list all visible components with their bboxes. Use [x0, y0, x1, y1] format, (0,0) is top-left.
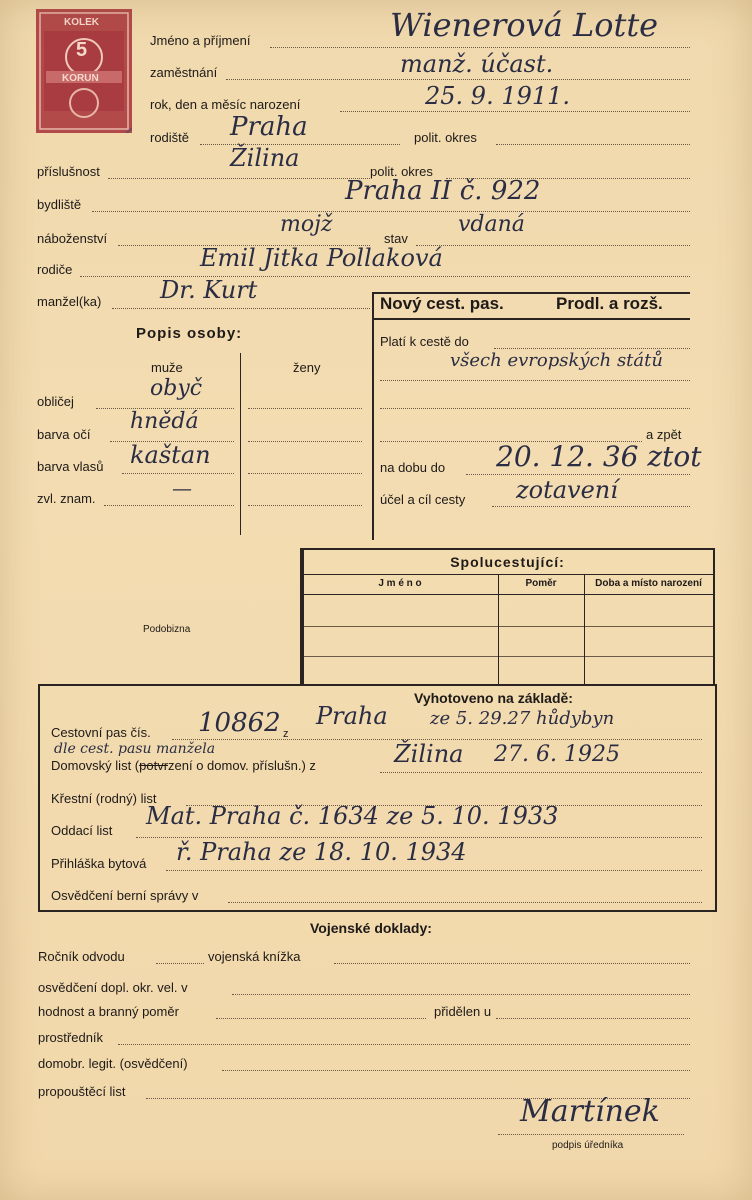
military-year-line	[156, 963, 204, 964]
military-year-label: Ročník odvodu	[38, 949, 125, 964]
residence-line	[92, 211, 690, 212]
military-middle-line	[118, 1044, 690, 1045]
birthdate-label: rok, den a měsíc narození	[150, 97, 301, 112]
basis-passport-z: z	[283, 728, 289, 740]
polit-okres-label-1: polit. okres	[414, 130, 477, 145]
basis-notch-horizontal	[300, 684, 318, 686]
extension-heading: Prodl. a rozš.	[556, 294, 663, 313]
marks-handwriting: —	[172, 476, 192, 500]
name-label: Jméno a příjmení	[150, 33, 251, 48]
basis-marriage-label: Oddací list	[51, 823, 113, 838]
purpose-handwriting: zotavení	[516, 476, 618, 504]
valid-for-handwriting: všech evropských států	[450, 350, 663, 371]
women-column-label: ženy	[293, 360, 321, 375]
stamp-top: KOLEK	[64, 17, 99, 28]
religion-label: náboženství	[37, 231, 108, 246]
marks-label: zvl. znam.	[37, 491, 96, 506]
state-handwriting: vdaná	[458, 212, 525, 237]
residence-handwriting: Praha II č. 922	[345, 176, 541, 206]
military-legit-label: domobr. legit. (osvědčení)	[38, 1056, 188, 1071]
military-middle-label: prostředník	[38, 1030, 104, 1045]
basis-registration-label: Přihláška bytová	[51, 856, 147, 871]
domov-note-handwriting: dle cest. pasu manžela	[54, 741, 216, 757]
companions-row-rule-2	[302, 656, 713, 657]
citizenship-handwriting: Žilina	[230, 144, 300, 172]
stamp-value: 5	[76, 39, 88, 61]
official-signature: Martínek	[520, 1094, 660, 1129]
spouse-handwriting: Dr. Kurt	[160, 276, 258, 304]
domov-from-handwriting: Žilina	[394, 740, 464, 768]
description-title: Popis osoby:	[136, 325, 243, 342]
basis-title: Vyhotoveno na základě:	[414, 690, 573, 706]
spouse-label: manžel(ka)	[37, 294, 102, 309]
basis-passport-label: Cestovní pas čís.	[51, 725, 151, 740]
passport-no-handwriting: 10862	[198, 708, 281, 738]
hair-handwriting: kaštan	[130, 441, 211, 469]
revenue-stamp	[36, 9, 132, 133]
parents-handwriting: Emil Jitka Pollaková	[200, 244, 443, 272]
military-cert-label: osvědčení dopl. okr. vel. v	[38, 980, 188, 995]
men-column-label: muže	[151, 360, 183, 375]
purpose-label: účel a cíl cesty	[380, 492, 466, 507]
military-book-label: vojenská knížka	[208, 949, 301, 964]
basis-domov-pre: Domovský list (	[51, 758, 140, 773]
companions-title: Spolucestující:	[450, 554, 565, 570]
basis-domov-label	[51, 758, 316, 773]
stamp-currency: KORUN	[62, 73, 99, 84]
eyes-label: barva očí	[37, 427, 91, 442]
occupation-handwriting: manž. účast.	[400, 50, 554, 78]
basis-tax-line	[228, 902, 702, 903]
occupation-line	[226, 79, 690, 80]
valid-for-line-2	[380, 380, 690, 381]
eyes-handwriting: hnědá	[130, 409, 199, 434]
companions-table	[300, 548, 715, 686]
military-cert-line	[232, 994, 690, 995]
military-rank-line	[216, 1018, 426, 1019]
passport-from-handwriting: Praha	[316, 702, 388, 730]
basis-notch-vertical	[300, 548, 302, 686]
basis-domov-strike: potvr	[139, 758, 169, 773]
valid-for-line	[494, 348, 690, 349]
photo-label: Podobizna	[143, 624, 191, 635]
hair-line-men	[122, 473, 234, 474]
companions-row-rule-1	[302, 626, 713, 627]
valid-for-line-3	[380, 408, 690, 409]
companions-col-relation: Poměr	[525, 578, 557, 589]
military-book-line	[334, 963, 690, 964]
valid-for-label: Platí k cestě do	[380, 334, 469, 349]
and-back-label: a zpět	[646, 427, 682, 442]
basis-inner-left-border	[302, 548, 304, 686]
hair-line-women	[248, 473, 362, 474]
official-signature-label: podpis úředníka	[552, 1140, 624, 1151]
domov-date-handwriting: 27. 6. 1925	[494, 742, 620, 767]
eyes-line-women	[248, 441, 362, 442]
religion-handwriting: mojž	[280, 212, 333, 237]
period-label: na dobu do	[380, 460, 446, 475]
military-legit-line	[222, 1070, 690, 1071]
face-label: obličej	[37, 394, 74, 409]
passport-date-handwriting: ze 5. 29.27 hůdybyn	[430, 708, 615, 729]
spouse-line	[112, 308, 370, 309]
polit-okres-label-2: polit. okres	[370, 164, 433, 179]
residence-label: bydliště	[37, 197, 82, 212]
signature-line	[498, 1134, 684, 1135]
military-discharge-label: propouštěcí list	[38, 1084, 126, 1099]
birthplace-label: rodiště	[150, 130, 190, 145]
marks-line-men	[104, 505, 234, 506]
polit-okres-line-1	[496, 144, 690, 145]
military-title: Vojenské doklady:	[310, 920, 432, 936]
parents-label: rodiče	[37, 262, 73, 277]
state-label: stav	[384, 231, 408, 246]
companions-col-birth: Doba a místo narození	[595, 578, 702, 589]
marriage-handwriting: Mat. Praha č. 1634 ze 5. 10. 1933	[146, 802, 559, 830]
name-handwriting: Wienerová Lotte	[390, 6, 659, 44]
purpose-line	[492, 506, 690, 507]
face-handwriting: obyč	[150, 376, 203, 401]
hair-label: barva vlasů	[37, 459, 104, 474]
companions-col-name: J m é n o	[378, 578, 422, 589]
citizenship-label: příslušnost	[37, 164, 100, 179]
birthdate-line	[340, 111, 690, 112]
basis-domov-line	[380, 772, 702, 773]
occupation-label: zaměstnání	[150, 65, 218, 80]
basis-domov-post: zení o domov. příslušn.) z	[168, 758, 316, 773]
period-handwriting: 20. 12. 36 ztot	[496, 440, 702, 473]
state-line	[416, 245, 690, 246]
military-rank-label: hodnost a branný poměr	[38, 1004, 179, 1019]
companions-header-rule	[302, 594, 713, 595]
passport-section-border-left	[372, 292, 374, 540]
citizenship-line	[108, 178, 370, 179]
name-line	[270, 47, 690, 48]
marks-line-women	[248, 505, 362, 506]
birthplace-handwriting: Praha	[230, 112, 308, 142]
description-divider	[240, 353, 241, 535]
basis-registration-line	[166, 870, 702, 871]
basis-tax-label: Osvědčení berní správy v	[51, 888, 199, 903]
birthdate-handwriting: 25. 9. 1911.	[425, 82, 571, 110]
passport-heading-underline	[372, 318, 690, 320]
period-line	[466, 474, 690, 475]
basis-birth-label: Křestní (rodný) list	[51, 791, 157, 806]
registration-handwriting: ř. Praha ze 18. 10. 1934	[176, 838, 467, 866]
companions-col-rule-1	[498, 574, 499, 684]
basis-inner-top-border	[302, 548, 304, 550]
companions-title-rule	[302, 574, 713, 575]
new-passport-heading: Nový cest. pas.	[380, 294, 504, 313]
military-assigned-line	[496, 1018, 690, 1019]
military-assigned-label: přidělen u	[434, 1004, 492, 1019]
face-line-women	[248, 408, 362, 409]
companions-col-rule-2	[584, 574, 585, 684]
